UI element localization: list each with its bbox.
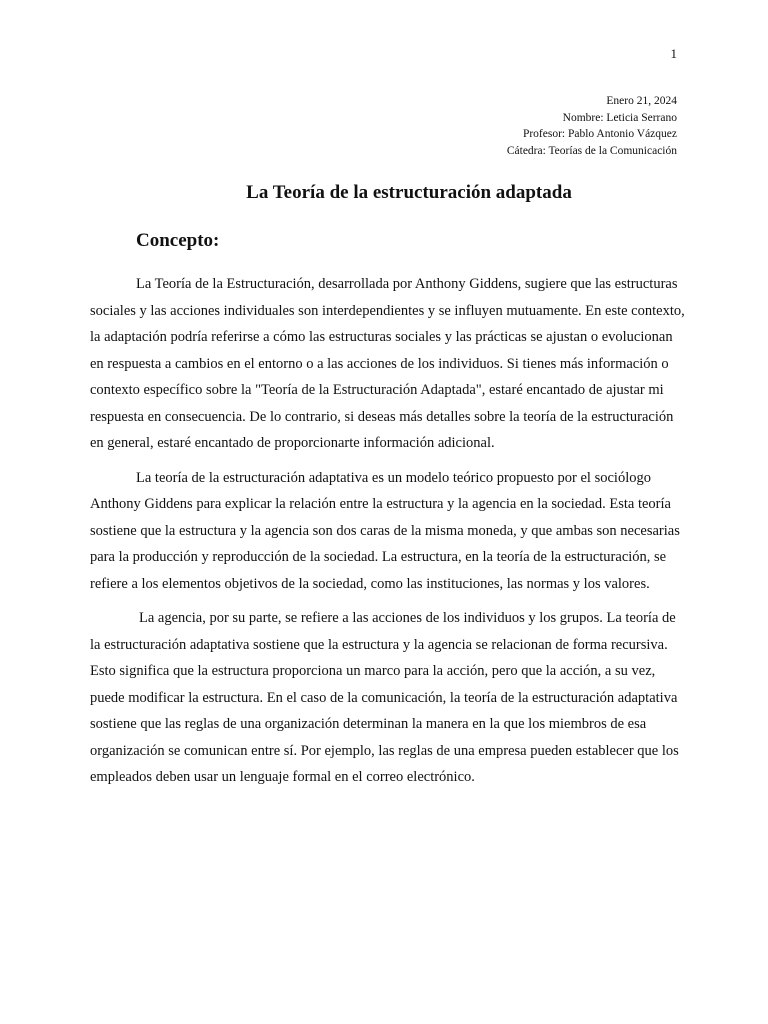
body-paragraph-3: La agencia, por su parte, se refiere a las acciones de los individuos y los grupos. La teoría de la estructuración adaptativa sostiene que la estructura y la agencia se relacionan de forma recursiva. Esto significa que la estructura proporciona un marco para la acción, pero que la acción, a su vez, puede modificar la estructura. En el caso de la comunicación, la teoría de la estructuración adaptativa sostiene que las reglas de una organización determinan la manera en la que los miembros de esa organización se comunican entre sí. Por ejemplo, las reglas de una empresa pueden establecer que los empleados deben usar un lenguaje formal en el correo electrónico.: [90, 610, 679, 785]
body-paragraph-1: La Teoría de la Estructuración, desarrollada por Anthony Giddens, sugiere que las estructuras sociales y las acciones individuales son interdependientes y se influyen mutuamente. En este contexto, la adaptación podría referirse a cómo las estructuras sociales y las prácticas se ajustan o evolucionan en respuesta a cambios en el entorno o a las acciones de los individuos. Si tienes más información o contexto específico sobre la "Teoría de la Estructuración Adaptada", estaré encantado de ajustar mi respuesta en consecuencia. De lo contrario, si deseas más detalles sobre la teoría de la estructuración en general, estaré encantado de proporcionarte información adicional.: [90, 276, 685, 451]
document-body: [90, 271, 685, 799]
document-title: La Teoría de la estructuración adaptada: [246, 182, 572, 203]
header-date: Enero 21, 2024: [606, 95, 677, 107]
header-professor: Profesor: Pablo Antonio Vázquez: [522, 128, 677, 140]
header-course: Cátedra: Teorías de la Comunicación: [506, 144, 677, 157]
header-student-name: Nombre: Leticia Serrano: [562, 111, 677, 124]
section-heading: Concepto:: [136, 230, 220, 251]
document-header: [507, 93, 677, 159]
body-paragraph-2: La teoría de la estructuración adaptativa es un modelo teórico propuesto por el sociólogo Anthony Giddens para explicar la relación entre la estructura y la agencia en la sociedad. Esta teoría sostiene que la estructura y la agencia son dos caras de la misma moneda, y que ambas son necesarias para la producción y reproducción de la sociedad. La estructura, en la teoría de la estructuración, se refiere a los elementos objetivos de la sociedad, como las instituciones, las normas y los valores.: [90, 469, 680, 592]
page-number: 1: [670, 46, 677, 61]
